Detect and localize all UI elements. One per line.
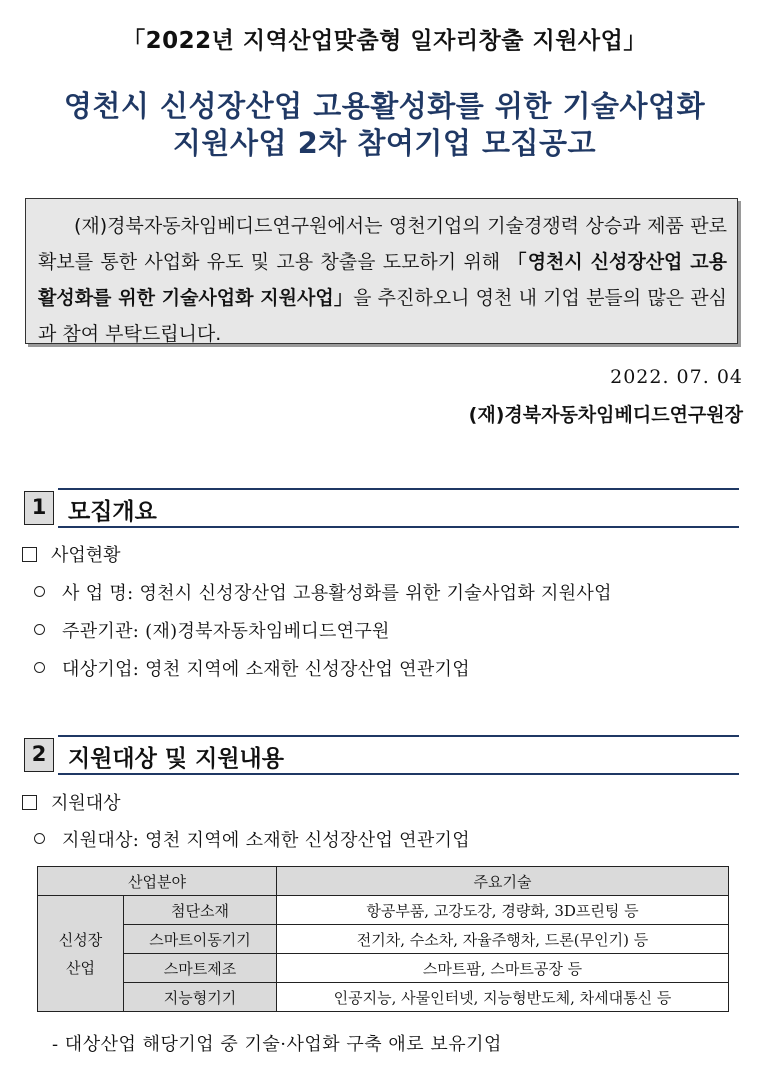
intro-text-lead: (재)경북자동차임베디드연구원에서는 영천기업의 기술경쟁력 상승과 제품 판로확보를 통한 사업화 유도 및 고용 창출을 도모하기 위해	[38, 215, 727, 273]
section-number: 2	[24, 738, 54, 772]
target-note: - 대상산업 해당기업 중 기술·사업화 구축 애로 보유기업	[52, 1034, 502, 1055]
section-2-header	[24, 735, 739, 775]
list-item	[34, 826, 470, 852]
intro-box	[25, 198, 738, 344]
notice-date: 2022. 07. 04	[610, 366, 743, 388]
group-label-line2: 산업	[66, 958, 95, 977]
list-item	[34, 617, 390, 643]
field-cell: 지능형기기	[124, 983, 277, 1012]
section-divider	[58, 526, 739, 528]
notice-title-line2: 지원사업 2차 참여기업 모집공고	[172, 126, 597, 160]
list-item-text: 대상기업: 영천 지역에 소재한 신성장산업 연관기업	[62, 659, 470, 680]
table-row	[38, 925, 729, 954]
group-label-cell	[38, 896, 124, 1012]
table-header-row	[38, 867, 729, 896]
table-row	[38, 954, 729, 983]
circle-bullet-icon	[34, 624, 45, 635]
notice-title-line1: 영천시 신성장산업 고용활성화를 위한 기술사업화	[63, 89, 706, 123]
circle-bullet-icon	[34, 662, 45, 673]
field-cell: 첨단소재	[124, 896, 277, 925]
section-title: 지원대상 및 지원내용	[68, 746, 284, 772]
tech-cell: 항공부품, 고강도강, 경량화, 3D프린팅 등	[277, 896, 729, 925]
list-item-text: 사 업 명: 영천시 신성장산업 고용활성화를 위한 기술사업화 지원사업	[62, 583, 612, 604]
header-industry-field: 산업분야	[38, 867, 277, 896]
subheading-business-status	[22, 541, 121, 567]
section-title: 모집개요	[68, 499, 157, 525]
list-item-text: 주관기관: (재)경북자동차임베디드연구원	[62, 621, 390, 642]
tech-cell: 스마트팜, 스마트공장 등	[277, 954, 729, 983]
checkbox-square-icon	[22, 547, 37, 562]
section-divider	[58, 773, 739, 775]
header-key-technology: 주요기술	[277, 867, 729, 896]
program-title: 「2022년 지역산업맞춤형 일자리창출 지원사업」	[122, 28, 647, 54]
list-item	[34, 579, 612, 605]
tech-cell: 인공지능, 사물인터넷, 지능형반도체, 차세대통신 등	[277, 983, 729, 1012]
table-row	[38, 983, 729, 1012]
checkbox-square-icon	[22, 795, 37, 810]
section-1-header	[24, 488, 739, 528]
intro-text-tail: 을 추진하오니 영천 내 기업 분들의 많은 관심과 참여 부탁드립니다.	[38, 287, 728, 345]
subheading-label: 사업현황	[51, 545, 121, 566]
intro-program-name: 「영천시 신성장산업 고용활성화를 위한 기술사업화 지원사업」	[38, 251, 727, 309]
issuer-name: (재)경북자동차임베디드연구원장	[468, 404, 743, 426]
section-divider	[58, 488, 739, 490]
tech-cell: 전기차, 수소차, 자율주행차, 드론(무인기) 등	[277, 925, 729, 954]
table-row	[38, 896, 729, 925]
field-cell: 스마트제조	[124, 954, 277, 983]
subheading-label: 지원대상	[51, 793, 121, 814]
industry-table	[37, 866, 729, 1012]
section-divider	[58, 735, 739, 737]
field-cell: 스마트이동기기	[124, 925, 277, 954]
circle-bullet-icon	[34, 586, 45, 597]
group-label-line1: 신성장	[58, 930, 103, 949]
section-number: 1	[24, 491, 54, 525]
list-item	[34, 655, 470, 681]
subheading-support-target	[22, 789, 121, 815]
list-item-text: 지원대상: 영천 지역에 소재한 신성장산업 연관기업	[62, 830, 470, 851]
circle-bullet-icon	[34, 833, 45, 844]
